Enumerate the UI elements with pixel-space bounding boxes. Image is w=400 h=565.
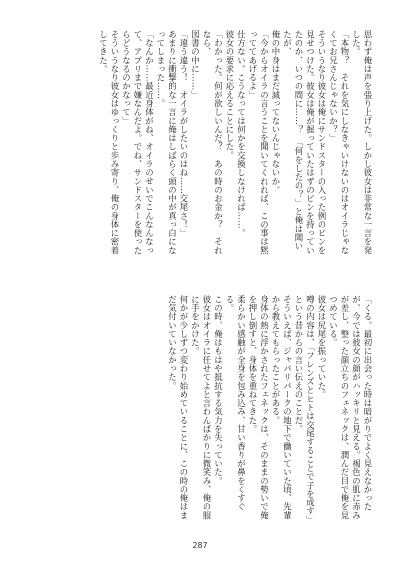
lower-text-block: 「くる。最初に出会った時は暗がりでよく見えなかったが、今では彼女の顔がハッキリと見える。褐色の肌に赤みが差し、整った顔立ちのフェネックは、潤んだ目で俺を見つめている。 彼女は尻尾を振っていた。 噂の内容は、「フレンズとヒトは交尾することで子を成す」という昔からの言い伝えのことだ。 そういえば、ジャパリパークの地下で働いていた頃、先輩から教えてもらったことがある。 身体の熱に浮かされたフェネックは、そのままの勢いで俺を押し倒すと、身体を重ねてきた。 柔らかい感触が全身を包み込み、甘い香りが鼻をくすぐる。 この時、俺はもはや抵抗する気力を失っていた。 彼女はオイラに任せてよと言わんばかりに微笑み、俺の服に手をかけた。 何かが少しずつ変わり始めていることに、この時の俺はまだ気付いていなかった。 [167,295,373,520]
upper-text-block: 思わず俺は声を張り上げた。しかし彼女は非常な一言を発した。 「本物？ それを気にしなきゃいけないのはオイラじゃなくてお兄さんじゃないか？」 そういうなり彼女は俺にサンドスターの入った例のビンを見せつけた。彼女は俺が握っていたはずのビンを持っていたのか、いつの間に……？ 「何をしたの？」と俺は聞いたが、 俺の中身はまだ減ってないんじゃないか。 「今からオイラの言うことを聞いてくれれば、この事は黙っててあげるよ」 仕方ない。こうなっては何かを交換しなければ……。 彼女の要求に応えることにした。 「わかった。何が欲しいんだ？ あの時のお金か？ それなら、 図書の中に……」 「違う違う！ オイラがしたいのはね……交尾さ！」 あまりに衝撃的な一言に俺はしばらく頭の中が真っ白になってしまった……。 「なんか……最近身体がね、オイラのせいでこんなんなって、アプリまで嫌なんだよ。でね、サンドスターを使ったらどうなるのかなって」 そういうなり彼女はゆっくりと歩み寄り、俺の身体に密着してきた。 [98,30,373,255]
page-number: 287 [192,541,208,550]
